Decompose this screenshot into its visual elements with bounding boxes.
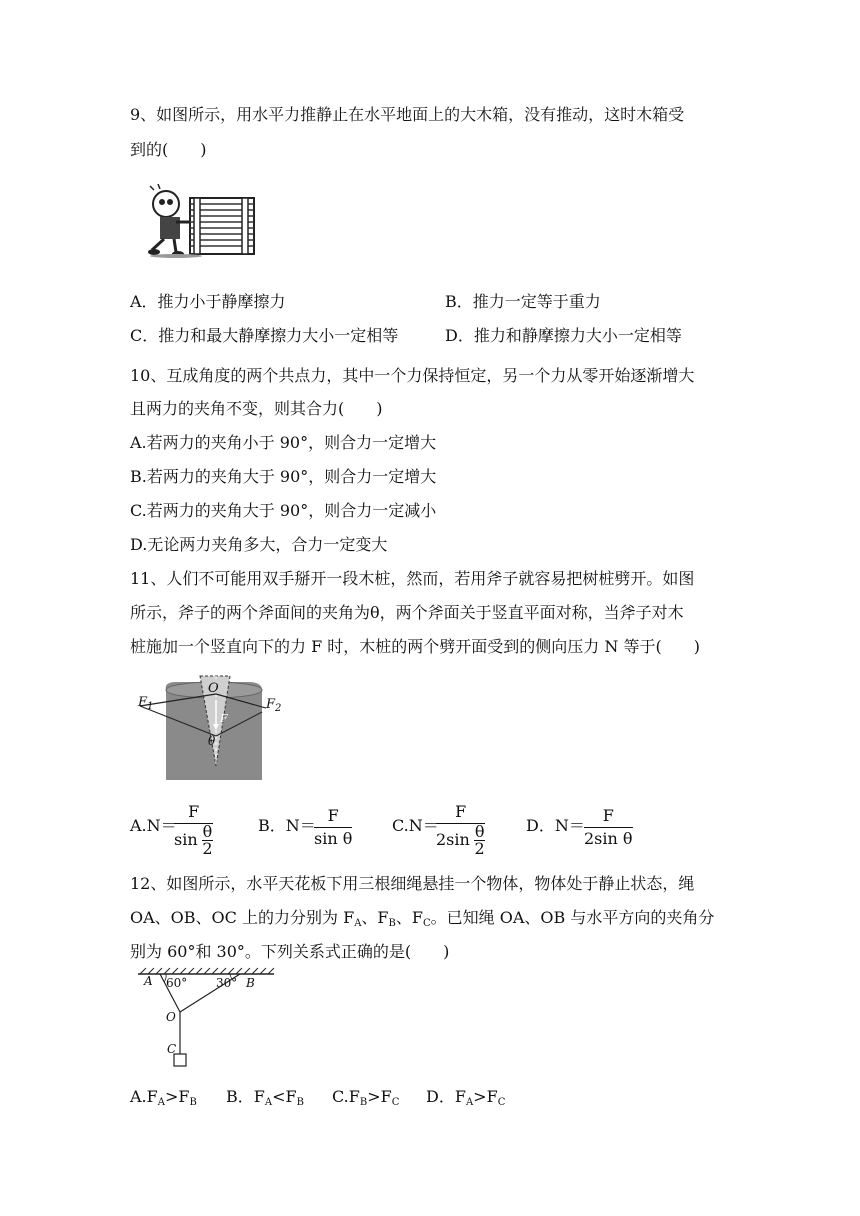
q11-label-f2: $F_2$ (266, 697, 282, 714)
q11-stem-line1: 11、人们不可能用双手掰开一段木桩，然而，若用斧子就容易把树桩劈开。如图 (130, 569, 695, 588)
q9-option-a: A．推力小于静摩擦力 (130, 292, 286, 311)
q12-stem-line1: 12、如图所示，水平天花板下用三根细绳悬挂一个物体，物体处于静止状态，绳 (130, 874, 695, 893)
q11-option-d-fraction: $\frac{F}{\text{2sin θ}}$ (584, 806, 633, 848)
q10-option-a: A.若两力的夹角小于 90°，则合力一定增大 (130, 433, 437, 452)
q12-label-angle-60: 60° (166, 976, 188, 990)
q11-label-f1: $F_1$ (138, 695, 154, 712)
q11-option-a-prefix: A.N＝ (130, 816, 177, 835)
q12-option-d: D．$F_A>F_C$ (426, 1087, 506, 1108)
q11-figure-axe-splitting-stump (136, 672, 282, 782)
q12-label-a: A (144, 974, 153, 988)
q9-figure-pushing-crate (146, 184, 258, 260)
q11-stem-line2: 所示，斧子的两个斧面间的夹角为θ，两个斧面关于竖直平面对称，当斧子对木 (130, 603, 684, 622)
q11-option-d-prefix: D．N＝ (526, 816, 585, 835)
q11-option-c-fraction: F 2sin $\frac{\theta}{2}$ (436, 802, 485, 858)
q11-option-b-fraction: $\frac{F}{\text{sin θ}}$ (314, 806, 353, 848)
q9-option-c: C．推力和最大静摩擦力大小一定相等 (130, 326, 399, 345)
q11-stem-line3: 桩施加一个竖直向下的力 F 时，木桩的两个劈开面受到的侧向压力 N 等于( ) (130, 637, 700, 656)
q11-option-a-fraction: F sin $\frac{\theta}{2}$ (174, 802, 213, 858)
q9-stem-line1: 9、如图所示，用水平力推静止在水平地面上的大木箱，没有推动，这时木箱受 (130, 105, 685, 124)
q12-option-b: B．$F_A<F_B$ (226, 1087, 304, 1108)
q11-option-c-prefix: C.N＝ (392, 816, 439, 835)
q12-figure-three-ropes (136, 966, 276, 1072)
q10-option-c: C.若两力的夹角大于 90°，则合力一定减小 (130, 501, 437, 520)
q12-label-c: C (167, 1042, 177, 1056)
q9-stem-line2: 到的( ) (130, 140, 207, 159)
q11-label-f: F (220, 712, 228, 725)
q12-label-angle-30: 30° (216, 976, 238, 990)
q9-option-b: B．推力一定等于重力 (445, 292, 601, 311)
q12-stem-line3: 别为 60°和 30°。下列关系式正确的是( ) (130, 942, 450, 961)
q11-label-o: O (208, 681, 219, 696)
q12-option-a: $A.F_A>F_B$ (130, 1087, 197, 1108)
q12-label-b: B (246, 976, 255, 990)
q10-stem-line1: 10、互成角度的两个共点力，其中一个力保持恒定，另一个力从零开始逐渐增大 (130, 366, 695, 385)
q9-option-d: D．推力和静摩擦力大小一定相等 (445, 326, 682, 345)
q10-stem-line2: 且两力的夹角不变，则其合力( ) (130, 399, 383, 418)
q11-option-b-prefix: B．N＝ (258, 816, 316, 835)
q10-option-d: D.无论两力夹角多大，合力一定变大 (130, 535, 388, 554)
q10-option-b: B.若两力的夹角大于 90°，则合力一定增大 (130, 467, 437, 486)
q12-label-o: O (166, 1010, 176, 1024)
q12-option-c: $C.F_B>F_C$ (332, 1087, 400, 1108)
q11-label-theta: θ (208, 734, 216, 748)
q12-stem-line2: OA、OB、OC 上的力分别为 $F_A$、$F_B$、$F_C$。已知绳 OA、OB 与水平方向的夹角分 (130, 908, 715, 929)
